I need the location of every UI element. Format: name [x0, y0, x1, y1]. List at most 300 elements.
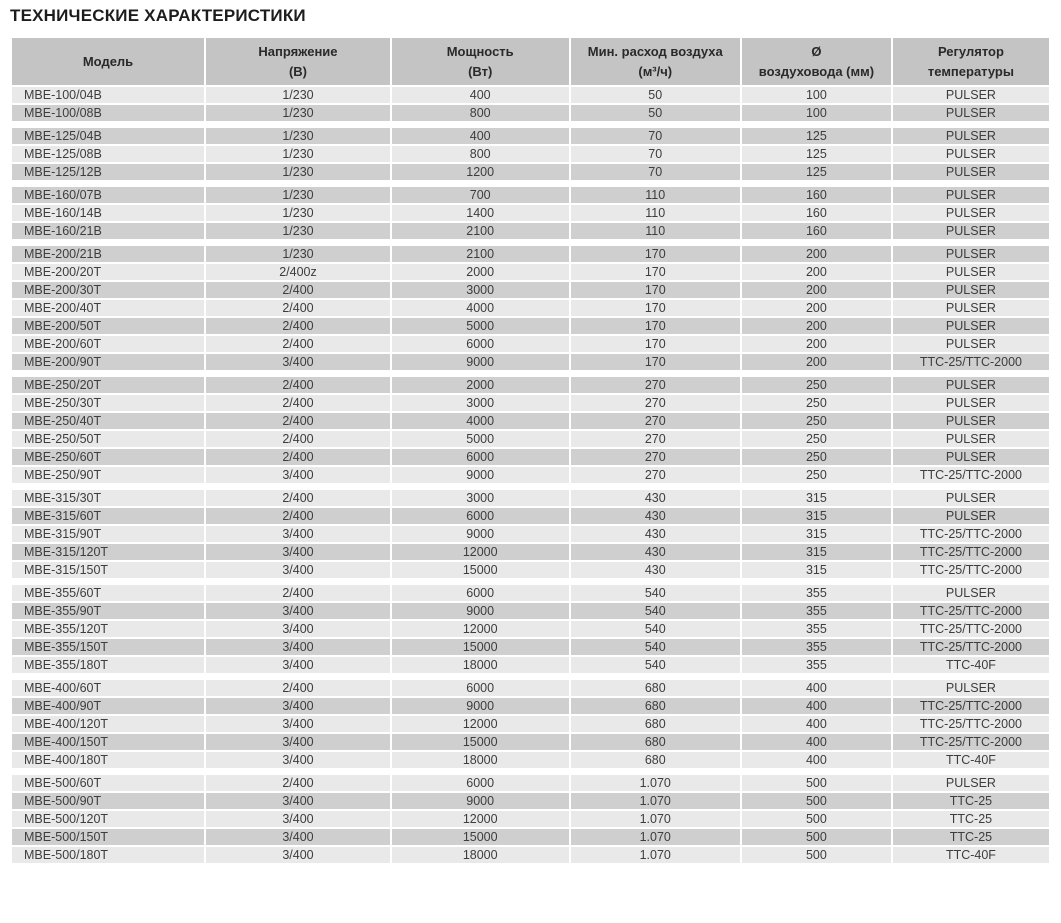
value-cell: 500 [742, 775, 891, 791]
value-cell: 2/400 [206, 377, 390, 393]
value-cell: 250 [742, 449, 891, 465]
value-cell: 15000 [392, 829, 569, 845]
value-cell: 500 [742, 793, 891, 809]
table-row [12, 847, 1049, 863]
value-cell: 270 [571, 413, 740, 429]
value-cell: 170 [571, 354, 740, 370]
table-row [12, 621, 1049, 637]
value-cell: 270 [571, 377, 740, 393]
value-cell: PULSER [893, 336, 1049, 352]
value-cell: 3/400 [206, 657, 390, 673]
value-cell: 540 [571, 603, 740, 619]
value-cell: TTC-25/TTC-2000 [893, 698, 1049, 714]
value-cell: 3/400 [206, 793, 390, 809]
group-gap-cell [12, 372, 1049, 375]
column-header-temp-regulator [893, 38, 1049, 85]
column-label: Мощность [446, 43, 514, 59]
value-cell: PULSER [893, 264, 1049, 280]
value-cell: 430 [571, 526, 740, 542]
table-row [12, 128, 1049, 144]
value-cell: PULSER [893, 508, 1049, 524]
value-cell: 1400 [392, 205, 569, 221]
value-cell: 3/400 [206, 544, 390, 560]
value-cell: TTC-25/TTC-2000 [893, 621, 1049, 637]
table-row [12, 354, 1049, 370]
value-cell: 9000 [392, 354, 569, 370]
model-cell: MBE-355/60T [12, 585, 204, 601]
value-cell: 355 [742, 621, 891, 637]
table-row [12, 490, 1049, 506]
value-cell: 160 [742, 223, 891, 239]
table-row [12, 318, 1049, 334]
group-gap-cell [12, 485, 1049, 488]
value-cell: 3/400 [206, 716, 390, 732]
table-row [12, 300, 1049, 316]
value-cell: PULSER [893, 413, 1049, 429]
value-cell: 1.070 [571, 847, 740, 863]
value-cell: 170 [571, 264, 740, 280]
value-cell: TTC-25/TTC-2000 [893, 639, 1049, 655]
value-cell: 5000 [392, 431, 569, 447]
value-cell: 400 [742, 716, 891, 732]
value-cell: 540 [571, 639, 740, 655]
value-cell: 200 [742, 246, 891, 262]
value-cell: TTC-25/TTC-2000 [893, 562, 1049, 578]
table-row [12, 639, 1049, 655]
value-cell: 1/230 [206, 128, 390, 144]
value-cell: 50 [571, 105, 740, 121]
column-label: Регулятор [937, 43, 1004, 59]
value-cell: 2/400 [206, 336, 390, 352]
value-cell: TTC-25/TTC-2000 [893, 526, 1049, 542]
value-cell: 430 [571, 544, 740, 560]
table-row [12, 413, 1049, 429]
value-cell: 1.070 [571, 775, 740, 791]
model-cell: MBE-160/21B [12, 223, 204, 239]
group-gap-row [12, 372, 1049, 375]
model-cell: MBE-500/120T [12, 811, 204, 827]
value-cell: 540 [571, 585, 740, 601]
column-label: Ø [811, 43, 822, 59]
model-cell: MBE-160/07B [12, 187, 204, 203]
table-row [12, 187, 1049, 203]
value-cell: 3000 [392, 395, 569, 411]
table-row [12, 246, 1049, 262]
group-gap-cell [12, 580, 1049, 583]
value-cell: 110 [571, 187, 740, 203]
model-cell: MBE-315/60T [12, 508, 204, 524]
value-cell: 170 [571, 336, 740, 352]
value-cell: 6000 [392, 775, 569, 791]
value-cell: 430 [571, 508, 740, 524]
value-cell: 355 [742, 639, 891, 655]
value-cell: 200 [742, 300, 891, 316]
table-row [12, 395, 1049, 411]
value-cell: 250 [742, 431, 891, 447]
table-row [12, 811, 1049, 827]
group-gap-cell [12, 182, 1049, 185]
model-cell: MBE-400/180T [12, 752, 204, 768]
model-cell: MBE-400/90T [12, 698, 204, 714]
value-cell: 3/400 [206, 734, 390, 750]
column-label: Мин. расход воздуха [587, 43, 723, 59]
value-cell: 1/230 [206, 164, 390, 180]
value-cell: 3/400 [206, 467, 390, 483]
value-cell: 270 [571, 449, 740, 465]
table-row [12, 146, 1049, 162]
table-row [12, 544, 1049, 560]
column-label: Напряжение [258, 43, 338, 59]
value-cell: 400 [392, 87, 569, 103]
model-cell: MBE-500/60T [12, 775, 204, 791]
model-cell: MBE-355/120T [12, 621, 204, 637]
value-cell: PULSER [893, 490, 1049, 506]
value-cell: 12000 [392, 811, 569, 827]
spec-table [10, 36, 1051, 865]
value-cell: 2100 [392, 223, 569, 239]
model-cell: MBE-500/150T [12, 829, 204, 845]
column-label: Модель [82, 53, 134, 69]
value-cell: TTC-25 [893, 811, 1049, 827]
model-cell: MBE-200/20T [12, 264, 204, 280]
value-cell: 1200 [392, 164, 569, 180]
value-cell: 200 [742, 354, 891, 370]
value-cell: 3000 [392, 282, 569, 298]
value-cell: 12000 [392, 716, 569, 732]
group-gap-row [12, 182, 1049, 185]
value-cell: 2/400z [206, 264, 390, 280]
value-cell: 800 [392, 146, 569, 162]
value-cell: 270 [571, 431, 740, 447]
value-cell: 100 [742, 105, 891, 121]
value-cell: PULSER [893, 87, 1049, 103]
model-cell: MBE-200/50T [12, 318, 204, 334]
value-cell: TTC-25 [893, 793, 1049, 809]
group-gap-cell [12, 675, 1049, 678]
column-sublabel: (м³/ч) [638, 63, 673, 79]
value-cell: 170 [571, 282, 740, 298]
value-cell: 315 [742, 526, 891, 542]
value-cell: 250 [742, 377, 891, 393]
table-row [12, 829, 1049, 845]
value-cell: 315 [742, 544, 891, 560]
value-cell: 12000 [392, 621, 569, 637]
column-header-power [392, 38, 569, 85]
table-row [12, 603, 1049, 619]
header-row [12, 38, 1049, 85]
value-cell: PULSER [893, 585, 1049, 601]
model-cell: MBE-160/14B [12, 205, 204, 221]
column-header-airflow [571, 38, 740, 85]
table-row [12, 87, 1049, 103]
value-cell: 250 [742, 395, 891, 411]
model-cell: MBE-500/90T [12, 793, 204, 809]
value-cell: 680 [571, 716, 740, 732]
value-cell: PULSER [893, 128, 1049, 144]
value-cell: TTC-25/TTC-2000 [893, 603, 1049, 619]
value-cell: 70 [571, 164, 740, 180]
value-cell: 2000 [392, 377, 569, 393]
value-cell: 125 [742, 146, 891, 162]
group-gap-row [12, 580, 1049, 583]
model-cell: MBE-315/90T [12, 526, 204, 542]
value-cell: 9000 [392, 526, 569, 542]
model-cell: MBE-125/08B [12, 146, 204, 162]
model-cell: MBE-315/30T [12, 490, 204, 506]
value-cell: 500 [742, 829, 891, 845]
value-cell: 3/400 [206, 603, 390, 619]
value-cell: 2/400 [206, 282, 390, 298]
table-row [12, 698, 1049, 714]
value-cell: 680 [571, 734, 740, 750]
value-cell: 6000 [392, 585, 569, 601]
value-cell: 400 [742, 752, 891, 768]
table-row [12, 775, 1049, 791]
model-cell: MBE-200/40T [12, 300, 204, 316]
value-cell: 2/400 [206, 431, 390, 447]
model-cell: MBE-400/60T [12, 680, 204, 696]
value-cell: 15000 [392, 734, 569, 750]
model-cell: MBE-400/150T [12, 734, 204, 750]
value-cell: 170 [571, 246, 740, 262]
column-header-voltage [206, 38, 390, 85]
value-cell: 700 [392, 187, 569, 203]
value-cell: 1/230 [206, 146, 390, 162]
value-cell: 355 [742, 585, 891, 601]
model-cell: MBE-315/120T [12, 544, 204, 560]
value-cell: PULSER [893, 449, 1049, 465]
value-cell: 430 [571, 490, 740, 506]
column-sublabel: температуры [927, 63, 1014, 79]
value-cell: PULSER [893, 187, 1049, 203]
value-cell: 4000 [392, 300, 569, 316]
value-cell: TTC-25/TTC-2000 [893, 467, 1049, 483]
value-cell: 3/400 [206, 752, 390, 768]
value-cell: 200 [742, 264, 891, 280]
value-cell: 680 [571, 698, 740, 714]
value-cell: 9000 [392, 793, 569, 809]
table-row [12, 264, 1049, 280]
value-cell: 3/400 [206, 562, 390, 578]
value-cell: 5000 [392, 318, 569, 334]
group-gap-row [12, 123, 1049, 126]
model-cell: MBE-250/90T [12, 467, 204, 483]
value-cell: 680 [571, 680, 740, 696]
table-row [12, 585, 1049, 601]
model-cell: MBE-200/21B [12, 246, 204, 262]
value-cell: 125 [742, 164, 891, 180]
value-cell: 2/400 [206, 508, 390, 524]
group-gap-cell [12, 123, 1049, 126]
value-cell: PULSER [893, 146, 1049, 162]
group-gap-cell [12, 770, 1049, 773]
value-cell: PULSER [893, 395, 1049, 411]
value-cell: PULSER [893, 680, 1049, 696]
value-cell: 2/400 [206, 449, 390, 465]
value-cell: TTC-25/TTC-2000 [893, 354, 1049, 370]
group-gap-cell [12, 241, 1049, 244]
value-cell: 200 [742, 336, 891, 352]
model-cell: MBE-250/60T [12, 449, 204, 465]
value-cell: 540 [571, 621, 740, 637]
table-row [12, 336, 1049, 352]
value-cell: 400 [392, 128, 569, 144]
value-cell: 500 [742, 847, 891, 863]
value-cell: 15000 [392, 639, 569, 655]
value-cell: 160 [742, 205, 891, 221]
value-cell: 680 [571, 752, 740, 768]
value-cell: 200 [742, 318, 891, 334]
table-row [12, 377, 1049, 393]
table-row [12, 205, 1049, 221]
value-cell: 315 [742, 490, 891, 506]
value-cell: PULSER [893, 377, 1049, 393]
value-cell: 3000 [392, 490, 569, 506]
value-cell: 200 [742, 282, 891, 298]
value-cell: TTC-25 [893, 829, 1049, 845]
value-cell: 18000 [392, 847, 569, 863]
value-cell: 170 [571, 300, 740, 316]
value-cell: 2/400 [206, 585, 390, 601]
value-cell: 2000 [392, 264, 569, 280]
table-row [12, 105, 1049, 121]
model-cell: MBE-200/30T [12, 282, 204, 298]
value-cell: 3/400 [206, 639, 390, 655]
value-cell: 2/400 [206, 300, 390, 316]
table-row [12, 752, 1049, 768]
table-body [12, 87, 1049, 863]
value-cell: 2/400 [206, 395, 390, 411]
value-cell: TTC-25/TTC-2000 [893, 544, 1049, 560]
value-cell: 15000 [392, 562, 569, 578]
column-sublabel: (Вт) [468, 63, 493, 79]
table-row [12, 680, 1049, 696]
table-row [12, 431, 1049, 447]
value-cell: 12000 [392, 544, 569, 560]
value-cell: PULSER [893, 105, 1049, 121]
value-cell: 110 [571, 223, 740, 239]
table-row [12, 657, 1049, 673]
value-cell: 1/230 [206, 246, 390, 262]
value-cell: 125 [742, 128, 891, 144]
value-cell: PULSER [893, 300, 1049, 316]
value-cell: 6000 [392, 680, 569, 696]
value-cell: 250 [742, 467, 891, 483]
value-cell: 6000 [392, 449, 569, 465]
model-cell: MBE-355/150T [12, 639, 204, 655]
value-cell: 1.070 [571, 793, 740, 809]
value-cell: 2/400 [206, 413, 390, 429]
value-cell: 50 [571, 87, 740, 103]
value-cell: PULSER [893, 205, 1049, 221]
value-cell: 430 [571, 562, 740, 578]
table-row [12, 716, 1049, 732]
value-cell: 270 [571, 467, 740, 483]
value-cell: 3/400 [206, 354, 390, 370]
value-cell: 1.070 [571, 811, 740, 827]
table-row [12, 282, 1049, 298]
value-cell: 2/400 [206, 490, 390, 506]
value-cell: PULSER [893, 775, 1049, 791]
model-cell: MBE-100/04B [12, 87, 204, 103]
value-cell: 9000 [392, 698, 569, 714]
table-row [12, 164, 1049, 180]
value-cell: 170 [571, 318, 740, 334]
value-cell: PULSER [893, 164, 1049, 180]
table-row [12, 449, 1049, 465]
value-cell: 3/400 [206, 829, 390, 845]
value-cell: 1/230 [206, 223, 390, 239]
value-cell: 18000 [392, 752, 569, 768]
page-title: ТЕХНИЧЕСКИЕ ХАРАКТЕРИСТИКИ [10, 6, 306, 25]
group-gap-row [12, 675, 1049, 678]
value-cell: PULSER [893, 246, 1049, 262]
value-cell: TTC-25/TTC-2000 [893, 716, 1049, 732]
value-cell: TTC-40F [893, 752, 1049, 768]
model-cell: MBE-125/04B [12, 128, 204, 144]
value-cell: PULSER [893, 318, 1049, 334]
value-cell: 400 [742, 680, 891, 696]
value-cell: 70 [571, 146, 740, 162]
value-cell: TTC-40F [893, 657, 1049, 673]
column-header-model [12, 38, 204, 85]
value-cell: 3/400 [206, 811, 390, 827]
model-cell: MBE-250/50T [12, 431, 204, 447]
model-cell: MBE-250/40T [12, 413, 204, 429]
group-gap-row [12, 770, 1049, 773]
model-cell: MBE-250/20T [12, 377, 204, 393]
value-cell: 400 [742, 698, 891, 714]
value-cell: 2/400 [206, 680, 390, 696]
value-cell: 3/400 [206, 526, 390, 542]
value-cell: 160 [742, 187, 891, 203]
table-row [12, 734, 1049, 750]
group-gap-row [12, 241, 1049, 244]
model-cell: MBE-200/90T [12, 354, 204, 370]
value-cell: 400 [742, 734, 891, 750]
value-cell: PULSER [893, 431, 1049, 447]
value-cell: 100 [742, 87, 891, 103]
model-cell: MBE-250/30T [12, 395, 204, 411]
model-cell: MBE-500/180T [12, 847, 204, 863]
value-cell: 500 [742, 811, 891, 827]
value-cell: 540 [571, 657, 740, 673]
value-cell: 2/400 [206, 775, 390, 791]
value-cell: 110 [571, 205, 740, 221]
value-cell: PULSER [893, 223, 1049, 239]
value-cell: 3/400 [206, 847, 390, 863]
column-header-duct-diameter [742, 38, 891, 85]
value-cell: 315 [742, 562, 891, 578]
value-cell: 800 [392, 105, 569, 121]
value-cell: 1/230 [206, 105, 390, 121]
value-cell: 9000 [392, 467, 569, 483]
column-sublabel: (В) [288, 63, 307, 79]
value-cell: 70 [571, 128, 740, 144]
model-cell: MBE-400/120T [12, 716, 204, 732]
value-cell: PULSER [893, 282, 1049, 298]
table-row [12, 508, 1049, 524]
value-cell: 1/230 [206, 205, 390, 221]
value-cell: 9000 [392, 603, 569, 619]
value-cell: 3/400 [206, 698, 390, 714]
value-cell: 2/400 [206, 318, 390, 334]
model-cell: MBE-355/90T [12, 603, 204, 619]
group-gap-row [12, 485, 1049, 488]
column-sublabel: воздуховода (мм) [758, 63, 875, 79]
table-row [12, 526, 1049, 542]
value-cell: 6000 [392, 336, 569, 352]
